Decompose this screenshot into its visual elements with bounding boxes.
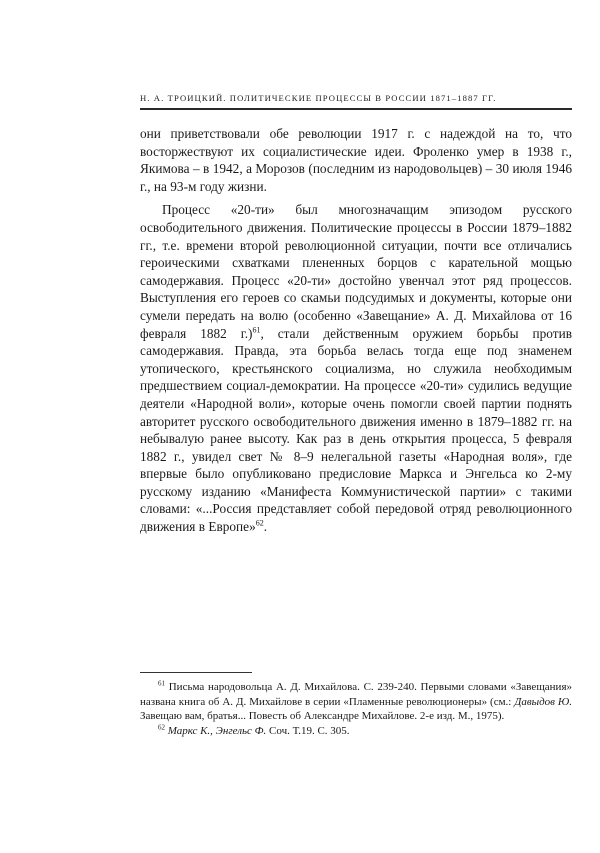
footnote-text: Завещаю вам, братья... Повесть об Александре Михайлове. 2-е изд. М., 1975). — [140, 710, 505, 723]
paragraph-1: они приветствовали обе революции 1917 г. с надеждой на то, что восторжествуют их социалистические идеи. Фроленко умер в 1938 г., Якимова – в 1942, а Морозов (последним из народовольцев) – 30 июля 1946 г., на 93-м году жизни. — [140, 126, 572, 194]
paragraph-2-part-2: , стали действенным оружием борьбы против самодержавия. Правда, эта борьба велась тогда еще под знаменем утопического, крестьянского социализма, но служила необходимым предшествием социал-демократии. На процессе «20-ти» судились ведущие деятели «Народной воли», которые очень помогли своей партии поднять авторитет русского освободительного движения именно в 1879–1882 гг. на небывалую ранее высоту. Как раз в день открытия процесса, 5 февраля 1882 г., увидел свет № 8–9 нелегальной газеты «Народная воля», где впервые было опубликовано предисловие Маркса и Энгельса ко 2-му русскому изданию «Манифеста Коммунистической партии» с такими словами: «...Россия представляет собой передовой отряд революционного движения в Европе» — [140, 325, 572, 535]
footnotes — [140, 680, 572, 738]
footnote-author: Давыдов Ю. — [514, 695, 572, 708]
paragraph-2-part-1: Процесс «20-ти» был многозначащим эпизодом русского освободительного движения. Политические процессы в России 1879–1882 гг., т.е. времени второй революционной ситуации, почти все отличались героическими схватками плененных борцов с карательной мощью самодержавия. Процесс «20-ти» достойно увенчал этот ряд процессов. Выступления его героев со скамьи подсудимых и документы, которые они сумели передать на волю (особенно «Завещание» А. Д. Михайлова от 16 февраля 1882 г.) — [140, 202, 572, 341]
main-text — [140, 125, 572, 536]
header-rule — [140, 108, 572, 110]
footnote-text: Соч. Т.19. С. 305. — [266, 724, 350, 737]
footnote-ref-62: 62 — [255, 518, 264, 528]
footnote-mark: 62 — [158, 723, 165, 732]
footnote-61 — [140, 680, 572, 724]
footnote-62 — [140, 724, 572, 739]
footnote-author: Маркс К., Энгельс Ф. — [167, 724, 267, 737]
footnote-ref-61: 61 — [252, 325, 261, 335]
paragraph-2 — [140, 201, 572, 535]
footnote-text: Письма народовольца А. Д. Михайлова. С. 239-240. Первыми словами «Завещания» названа книга об А. Д. Михайлове в серии «Пламенные революционеры» (см.: — [140, 681, 573, 708]
footnote-mark: 61 — [158, 679, 165, 688]
running-head: Н. А. ТРОИЦКИЙ. ПОЛИТИЧЕСКИЕ ПРОЦЕССЫ В РОССИИ 1871–1887 ГГ. — [140, 93, 497, 103]
paragraph-2-part-3: . — [263, 519, 268, 535]
footnote-rule — [140, 672, 252, 673]
